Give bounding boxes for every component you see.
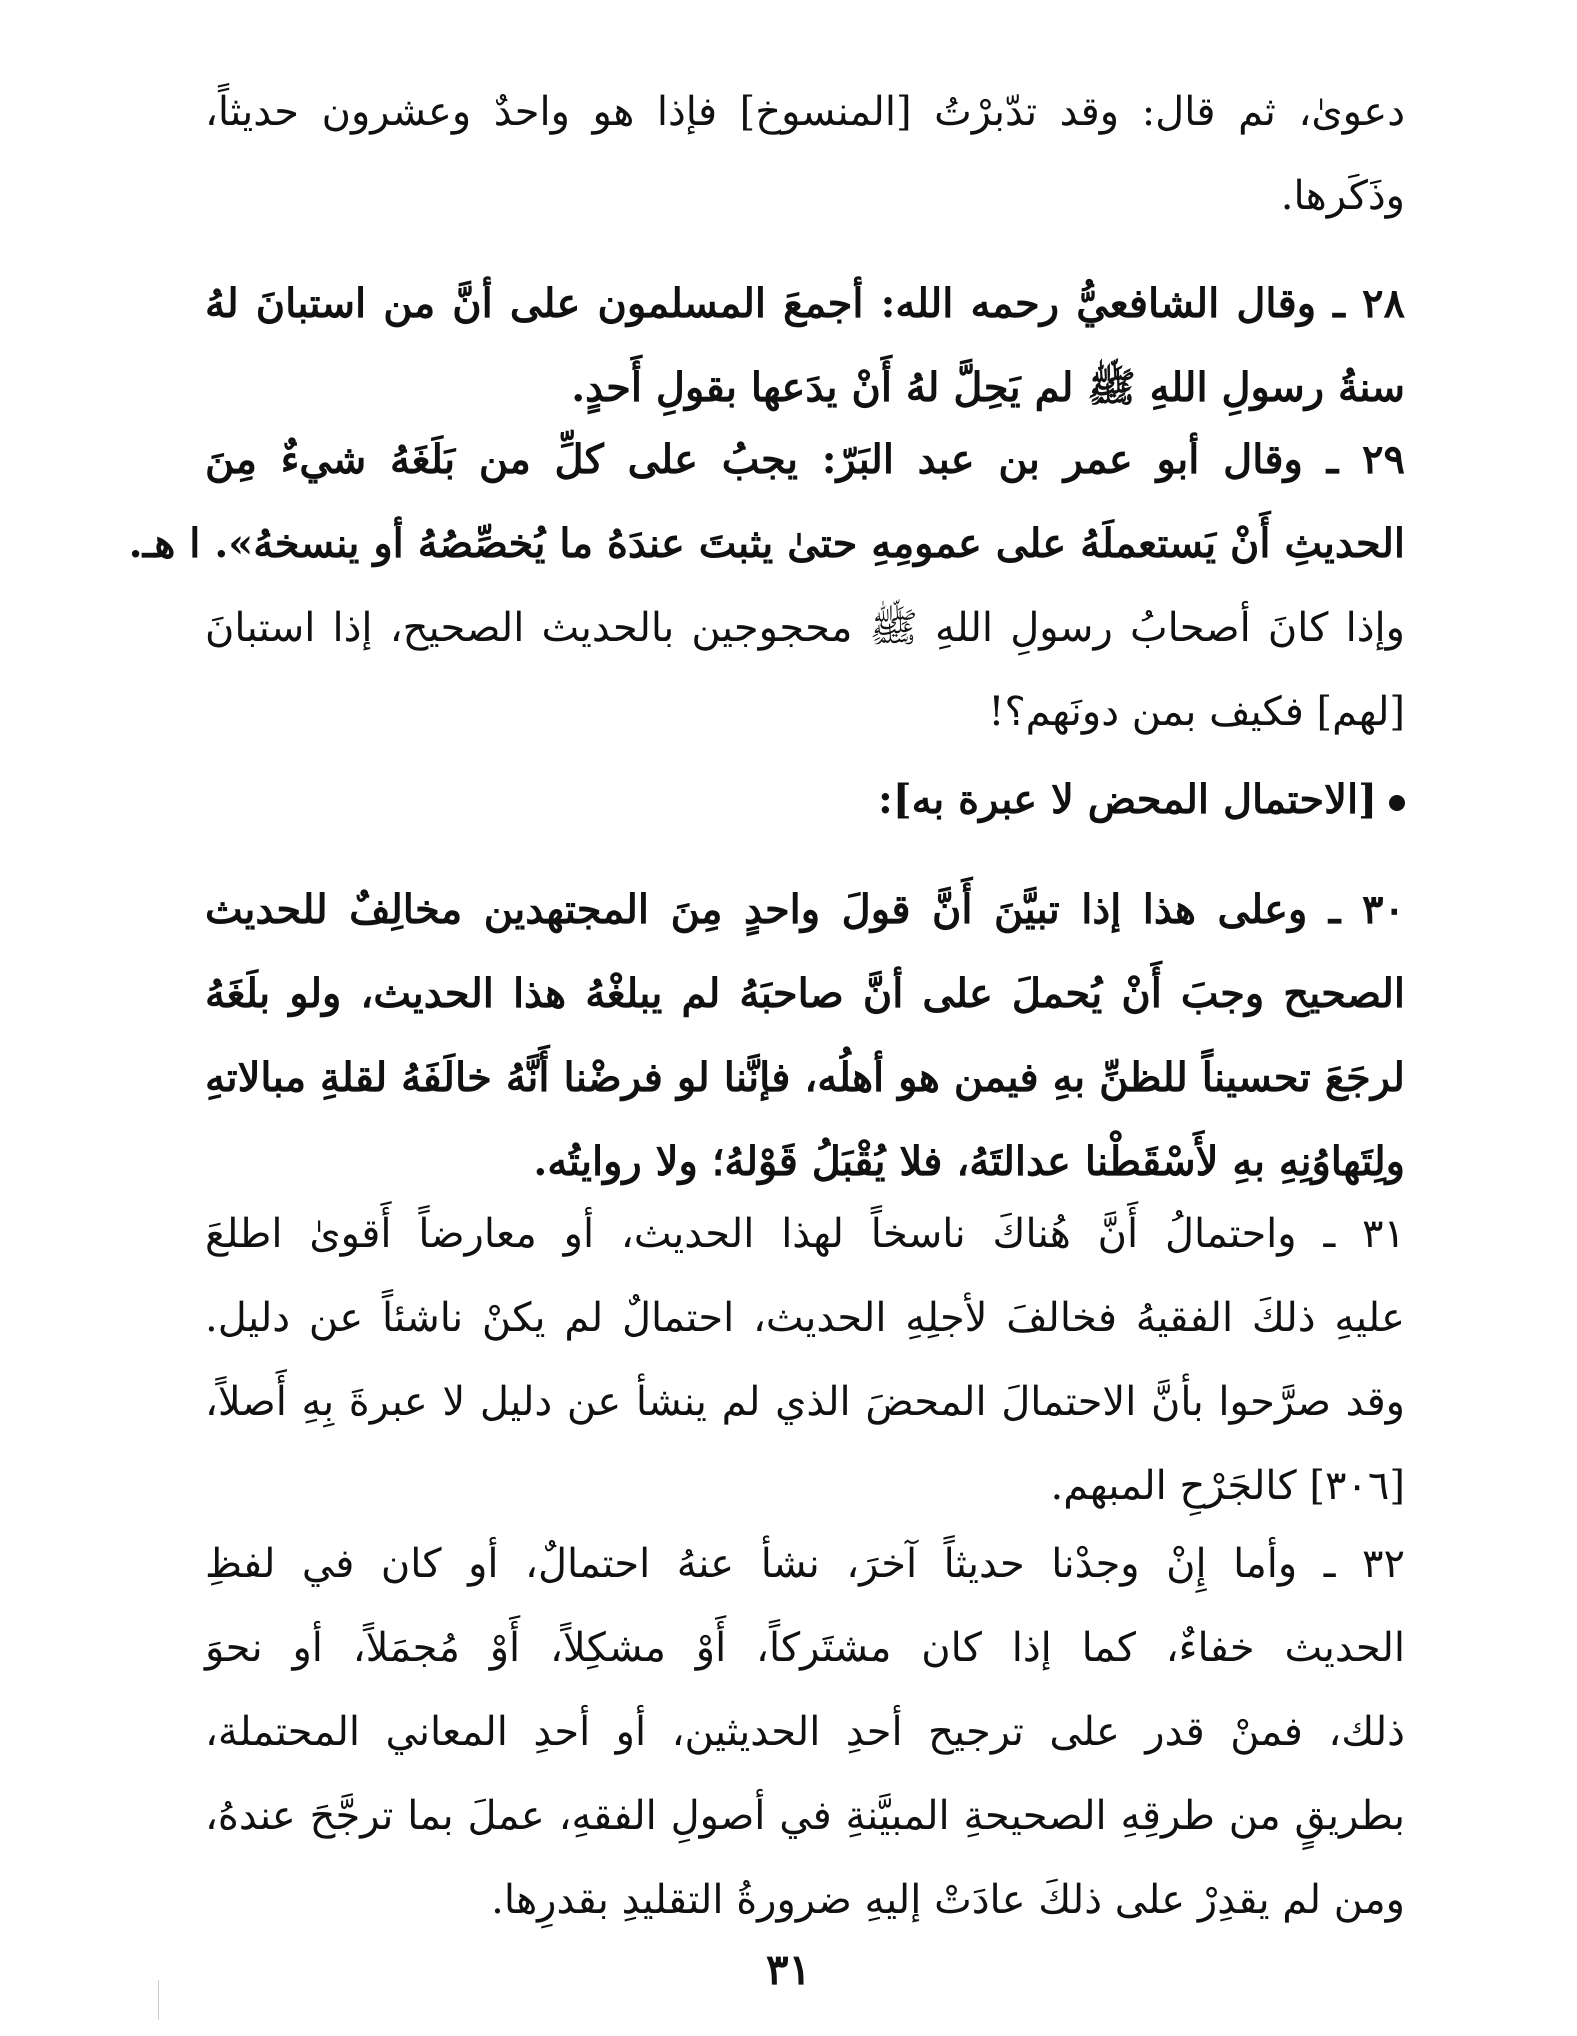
paragraph-line: ذلك، فمنْ قدر على ترجيح أحدِ الحديثين، أو أحدِ المعاني المحتملة، bbox=[205, 1709, 1405, 1755]
paragraph-line: وقد صرَّحوا بأنَّ الاحتمالَ المحضَ الذي لم ينشأ عن دليل لا عبرةَ بِهِ أَصلاً، bbox=[205, 1379, 1406, 1425]
paragraph-30 bbox=[205, 868, 1405, 1204]
paragraph-line: سنةُ رسولِ اللهِ ﷺ لم يَحِلَّ لهُ أَنْ يدَعها بقولِ أَحدٍ. bbox=[571, 364, 1405, 411]
paragraph-line: ٣٠ ـ وعلى هذا إذا تبيَّنَ أَنَّ قولَ واحدٍ مِنَ المجتهدين مخالِفٌ للحديث bbox=[205, 886, 1405, 933]
section-heading bbox=[205, 770, 1405, 830]
paragraph-continuation bbox=[205, 70, 1405, 238]
paragraph-line: ٣٢ ـ وأما إِنْ وجدْنا حديثاً آخرَ، نشأ عنهُ احتمالٌ، أو كان في لفظِ bbox=[205, 1541, 1405, 1587]
paragraph-line: الحديثِ أَنْ يَستعملَهُ على عمومِهِ حتىٰ يثبتَ عندَهُ ما يُخصِّصُهُ أو ينسخهُ». ا هـ. bbox=[128, 520, 1405, 567]
paragraph-line: الحديث خفاءٌ، كما إذا كان مشتَركاً، أَوْ مشكِلاً، أَوْ مُجمَلاً، أو نحوَ bbox=[205, 1625, 1405, 1671]
paragraph-line: [لهم] فكيف بمن دونَهم؟! bbox=[988, 689, 1405, 735]
paragraph-line: ومن لم يقدِرْ على ذلكَ عادَتْ إليهِ ضرورةُ التقليدِ بقدرِها. bbox=[491, 1877, 1405, 1923]
section-heading-text: [الاحتمال المحض لا عبرة به]: bbox=[877, 776, 1377, 823]
paragraph-line: وذَكَرها. bbox=[1280, 173, 1405, 219]
paragraph-line: ٢٨ ـ وقال الشافعيُّ رحمه الله: أجمعَ المسلمون على أنَّ من استبانَ لهُ bbox=[205, 280, 1405, 327]
paragraph-line: لرجَعَ تحسيناً للظنِّ بهِ فيمن هو أهلُه، فإنَّنا لو فرضْنا أَنَّهُ خالَفَهُ لقلةِ مبالاتهِ bbox=[205, 1054, 1405, 1101]
paragraph-line: ٢٩ ـ وقال أبو عمر بن عبد البَرّ: يجبُ على كلِّ من بَلَغَهُ شيءٌ مِنَ bbox=[205, 436, 1406, 483]
bullet-icon bbox=[1389, 795, 1405, 811]
paragraph-line: وإذا كانَ أصحابُ رسولِ اللهِ ﷺ محجوجين بالحديث الصحيح، إذا استبانَ bbox=[205, 605, 1405, 651]
paragraph-line: [٣٠٦] كالجَرْحِ المبهم. bbox=[1050, 1463, 1405, 1509]
paragraph-31 bbox=[205, 1192, 1405, 1528]
paragraph-line: عليهِ ذلكَ الفقيهُ فخالفَ لأجلِهِ الحديث، احتمالٌ لم يكنْ ناشئاً عن دليل. bbox=[205, 1295, 1405, 1341]
page-number: ٣١ bbox=[765, 1945, 812, 1994]
paragraph-line: ولِتَهاوُنِهِ بهِ لأَسْقَطْنا عدالتَهُ، فلا يُقْبَلُ قَوْلهُ؛ ولا روايتُه. bbox=[533, 1138, 1405, 1185]
paragraph-line: ٣١ ـ واحتمالُ أَنَّ هُناكَ ناسخاً لهذا الحديث، أو معارضاً أَقوىٰ اطلعَ bbox=[205, 1211, 1405, 1257]
paragraph-line: بطريقٍ من طرقِهِ الصحيحةِ المبيَّنةِ في أصولِ الفقهِ، عملَ بما ترجَّحَ عندهُ، bbox=[205, 1793, 1405, 1839]
paragraph-32 bbox=[205, 1522, 1405, 1942]
paragraph-line: دعوىٰ، ثم قال: وقد تدّبرْتُ [المنسوخ] فإذا هو واحدٌ وعشرون حديثاً، bbox=[205, 89, 1405, 135]
paragraph-29 bbox=[128, 418, 1406, 754]
paragraph-28 bbox=[205, 262, 1405, 430]
paragraph-line: الصحيح وجبَ أَنْ يُحملَ على أنَّ صاحبَهُ لم يبلغْهُ هذا الحديث، ولو بلَغَهُ bbox=[205, 970, 1405, 1017]
